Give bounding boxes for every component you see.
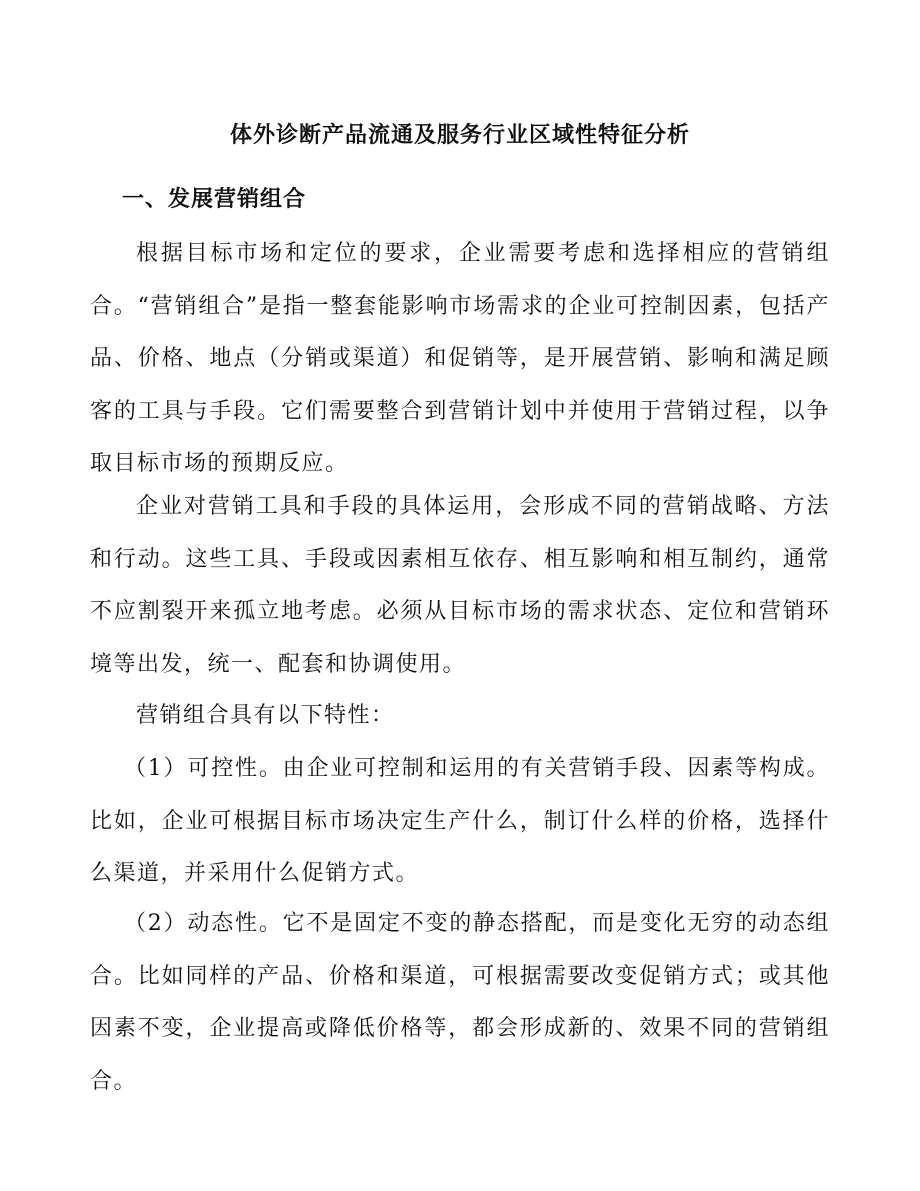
paragraph-dynamics: （2）动态性。它不是固定不变的静态搭配，而是变化无穷的动态组合。比如同样的产品、价格和渠道，可根据需要改变促销方式；或其他因素不变，企业提高或降低价格等，都会形成新的、效果不同的营销组合。 xyxy=(90,911,830,1094)
paragraph-characteristics-intro: 营销组合具有以下特性： xyxy=(136,703,395,728)
paragraph-marketing-mix-definition: 根据目标市场和定位的要求，企业需要考虑和选择相应的营销组合。“营销组合”是指一整套能影响市场需求的企业可控制因素，包括产品、价格、地点（分销或渠道）和促销等，是开展营销、影响和满足顾客的工具与手段。它们需要整合到营销计划中并使用于营销过程，以争取目标市场的预期反应。 xyxy=(90,241,830,476)
paragraph-controllability: （1）可控性。由企业可控制和运用的有关营销手段、因素等构成。比如，企业可根据目标市场决定生产什么，制订什么样的价格，选择什么渠道，并采用什么促销方式。 xyxy=(90,756,830,886)
document-title: 体外诊断产品流通及服务行业区域性特征分析 xyxy=(229,123,690,148)
paragraph-marketing-tools-usage: 企业对营销工具和手段的具体运用，会形成不同的营销战略、方法和行动。这些工具、手段或因素相互依存、相互影响和相互制约，通常不应割裂开来孤立地考虑。必须从目标市场的需求状态、定位和营销环境等出发，统一、配套和协调使用。 xyxy=(90,494,830,677)
section-heading: 一、发展营销组合 xyxy=(122,187,307,212)
